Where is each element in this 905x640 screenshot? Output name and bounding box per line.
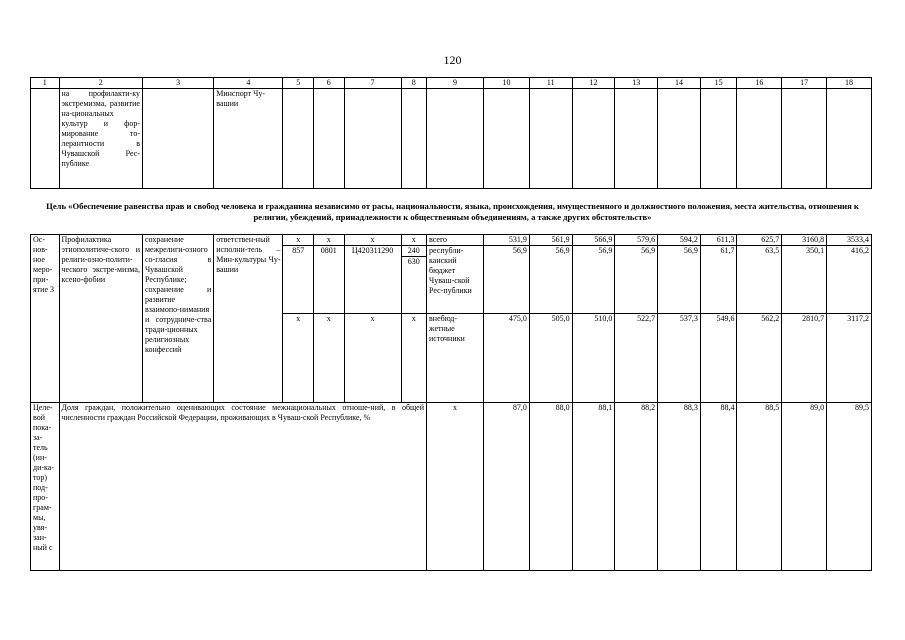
value-cell: 579,6 [615, 235, 658, 246]
value-cell: 88,3 [658, 403, 701, 571]
value-cell: 505,0 [529, 314, 572, 403]
value-cell: 3160,8 [782, 235, 827, 246]
value-cell: 611,3 [700, 235, 737, 246]
column-number-cell: 14 [658, 78, 701, 89]
column-number-cell: 6 [314, 78, 345, 89]
cell: 240 [402, 246, 426, 257]
value-cell: 56,9 [615, 246, 658, 314]
value-cell: 2810,7 [782, 314, 827, 403]
source-cell: всего [427, 235, 484, 246]
value-cell: 416,2 [827, 246, 872, 314]
event-name-cell: Профилактика этнополитиче-ского и религи-озно-полити-ческого экстре-мизма, ксено-фобии [59, 235, 142, 403]
cell: х [401, 235, 426, 246]
value-cell: 562,2 [737, 314, 782, 403]
measure-name-cell: на профилакти-ку экстремизма, развитие на-циональных культур и фор-мирование то-лерантности в Чувашской Рес-публике [59, 89, 142, 189]
cell: х [283, 235, 314, 246]
value-cell: 56,9 [529, 246, 572, 314]
goal-heading: Цель «Обеспечение равенства прав и свобод человека и гражданина независимо от расы, национальности, языка, происхождения, имущественного и должностного положения, места жительства, отношения к религии, убеждений, принадлежности к общественным объединениям, а также других обстоятельств» [46, 201, 859, 222]
cell: 630 [407, 257, 420, 266]
column-number-cell: 13 [615, 78, 658, 89]
value-cell: 531,9 [484, 235, 530, 246]
column-number-cell: 2 [59, 78, 142, 89]
event-label-cell: Ос-нов-ное меро-при-ятие 3 [31, 235, 60, 403]
value-cell: 87,0 [484, 403, 530, 571]
value-cell: 61,7 [700, 246, 737, 314]
column-number-cell: 7 [344, 78, 401, 89]
value-cell: 88,5 [737, 403, 782, 571]
cell: 857 [283, 246, 314, 314]
column-number-cell: 16 [737, 78, 782, 89]
value-cell: 350,1 [782, 246, 827, 314]
column-number-cell: 1 [31, 78, 60, 89]
cell: х [344, 235, 401, 246]
value-cell: 537,3 [658, 314, 701, 403]
value-cell: 522,7 [615, 314, 658, 403]
executor-cell: Минспорт Чу-вашии [214, 89, 283, 189]
column-number-cell: 5 [283, 78, 314, 89]
value-cell: 625,7 [737, 235, 782, 246]
cell: Ц420311290 [344, 246, 401, 314]
main-table [30, 234, 872, 571]
value-cell: 89,0 [782, 403, 827, 571]
value-cell: 566,9 [572, 235, 615, 246]
cell: х [314, 314, 345, 403]
cell: х [344, 314, 401, 403]
value-cell: 56,9 [658, 246, 701, 314]
value-cell: 3533,4 [827, 235, 872, 246]
column-number-cell: 17 [782, 78, 827, 89]
column-number-cell: 15 [700, 78, 737, 89]
column-number-row [31, 78, 872, 89]
value-cell: 56,9 [484, 246, 530, 314]
column-number-cell: 18 [827, 78, 872, 89]
value-cell: 475,0 [484, 314, 530, 403]
table-row [31, 89, 872, 189]
value-cell: 88,2 [615, 403, 658, 571]
table-row-total [31, 235, 872, 246]
value-cell: 88,4 [700, 403, 737, 571]
top-table [30, 77, 872, 189]
value-cell: 549,6 [700, 314, 737, 403]
event-executor-cell: ответствен-ный исполни-тель – Мин-культуры Чу-вашии [214, 235, 283, 403]
cell: х [427, 403, 484, 571]
value-cell: 63,5 [737, 246, 782, 314]
cell: х [314, 235, 345, 246]
column-number-cell: 10 [484, 78, 530, 89]
event-goal-cell: сохранение межрелиги-озного со-гласия в Чувашской Республике; сохранение и развитие взаимопо-нимания и сотрудниче-ства тради-ционных религиозных конфессий [142, 235, 213, 403]
value-cell: 3117,2 [827, 314, 872, 403]
source-cell: республи-канский бюджет Чуваш-ской Рес-публики [427, 246, 484, 314]
indicator-text-cell: Доля граждан, положительно оценивающих состояние межнациональных отноше-ний, в общей численности граждан Российской Федерации, проживающих в Чуваш-ской Республике, % [59, 403, 427, 571]
column-number-cell: 8 [401, 78, 426, 89]
value-cell: 561,9 [529, 235, 572, 246]
column-number-cell: 11 [529, 78, 572, 89]
value-cell: 89,5 [827, 403, 872, 571]
indicator-label-cell: Целе-вой пока-за-тель (ин-ди-ка-тор) под-про-грам-мы, увя-зан-ный с [31, 403, 60, 571]
value-cell: 510,0 [572, 314, 615, 403]
column-number-cell: 3 [142, 78, 213, 89]
source-cell: внебюд-жетные источники [427, 314, 484, 403]
page-number: 120 [443, 53, 462, 67]
table-row-indicator [31, 403, 872, 571]
column-number-cell: 4 [214, 78, 283, 89]
column-number-cell: 12 [572, 78, 615, 89]
cell: 0801 [314, 246, 345, 314]
value-cell: 88,0 [529, 403, 572, 571]
value-cell: 594,2 [658, 235, 701, 246]
value-cell: 88,1 [572, 403, 615, 571]
value-cell: 56,9 [572, 246, 615, 314]
cell: х [283, 314, 314, 403]
column-number-cell: 9 [427, 78, 484, 89]
cell: х [401, 314, 426, 403]
